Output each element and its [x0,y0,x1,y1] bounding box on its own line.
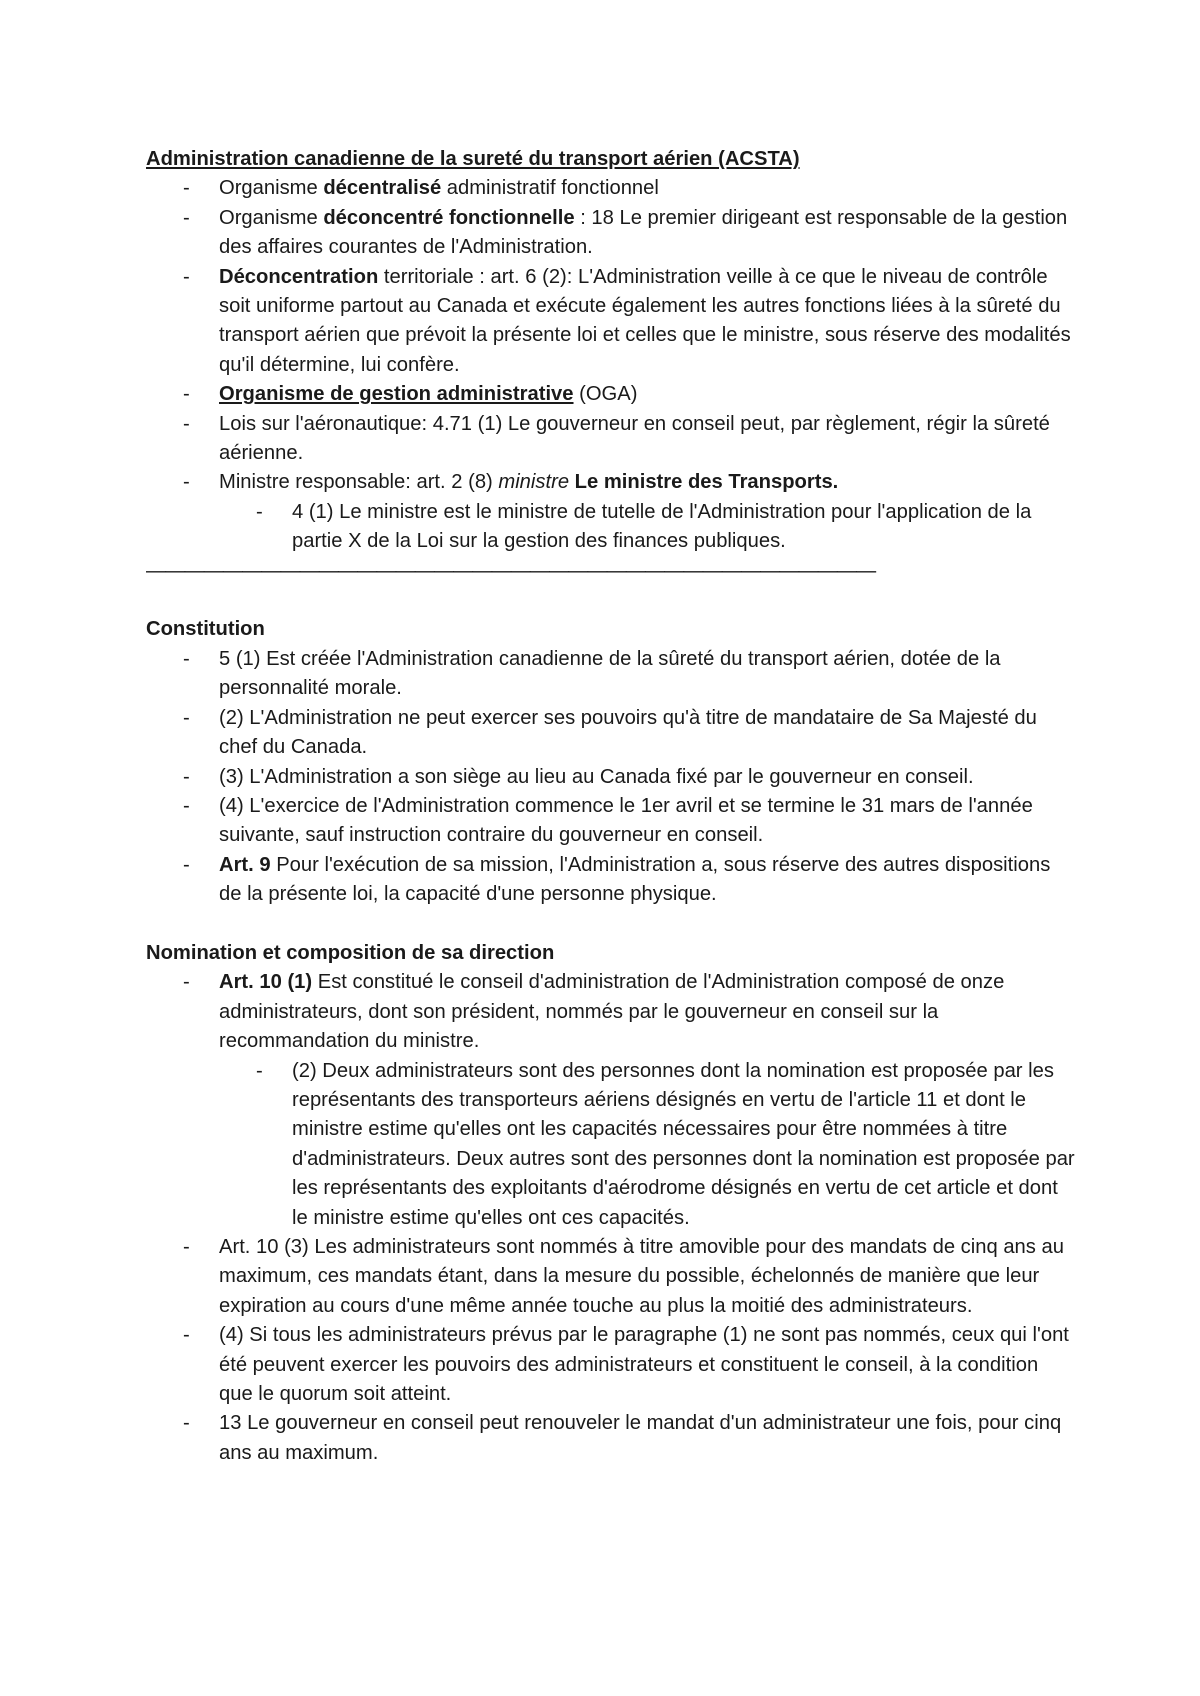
list-item: - (2) L'Administration ne peut exercer ses pouvoirs qu'à titre de mandataire de Sa Majesté du chef du Canada. [146,704,1076,763]
nested-list [219,1057,1076,1233]
section-title-acsta: Administration canadienne de la sureté du transport aérien (ACSTA) [146,148,800,170]
list-item: - 4 (1) Le ministre est le ministre de tutelle de l'Administration pour l'application de la partie X de la Loi sur la gestion des finances publiques. [219,498,1076,557]
list-item: - (3) L'Administration a son siège au lieu au Canada fixé par le gouverneur en conseil. [146,763,1076,792]
document-page [146,145,1076,1468]
list-item: - Organisme décentralisé administratif fonctionnel [146,174,1076,203]
nomination-list [146,968,1076,1468]
list-item: - 13 Le gouverneur en conseil peut renouveler le mandat d'un administrateur une fois, pour cinq ans au maximum. [146,1409,1076,1468]
list-item: - Organisme de gestion administrative (OGA) [146,380,1076,409]
list-item: - 5 (1) Est créée l'Administration canadienne de la sûreté du transport aérien, dotée de la personnalité morale. [146,645,1076,704]
list-item: - Déconcentration territoriale : art. 6 (2): L'Administration veille à ce que le niveau de contrôle soit uniforme partout au Canada et exécute également les autres fonctions liées à la sûreté du transport aérien que prévoit la présente loi et celles que le ministre, sous réserve des modalités qu'il détermine, lui confère. [146,263,1076,381]
acsta-list [146,174,1076,556]
list-item: - (4) Si tous les administrateurs prévus par le paragraphe (1) ne sont pas nommés, ceux qui l'ont été peuvent exercer les pouvoirs des administrateurs et constituent le conseil, à la condition que le quorum soit atteint. [146,1321,1076,1409]
section-title-constitution: Constitution [146,618,265,641]
list-item: - Lois sur l'aéronautique: 4.71 (1) Le gouverneur en conseil peut, par règlement, régir la sûreté aérienne. [146,410,1076,469]
list-item: - Art. 10 (3) Les administrateurs sont nommés à titre amovible pour des mandats de cinq ans au maximum, ces mandats étant, dans la mesure du possible, échelonnés de manière que leur expiration au cours d'une même année touche au plus la moitié des administrateurs. [146,1233,1076,1321]
section-title-nomination: Nomination et composition de sa direction [146,941,555,964]
list-item: - Ministre responsable: art. 2 (8) ministre Le ministre des Transports. - 4 (1) Le ministre est le ministre de tutelle de l'Administration pour l'application de la partie X de la Loi sur la gestion des finances publiques. [146,468,1076,556]
nested-list [219,498,1076,557]
constitution-list [146,645,1076,910]
list-item: - Art. 9 Pour l'exécution de sa mission, l'Administration a, sous réserve des autres dispositions de la présente loi, la capacité d'une personne physique. [146,851,1076,910]
list-item: - (4) L'exercice de l'Administration commence le 1er avril et se termine le 31 mars de l'année suivante, sauf instruction contraire du gouverneur en conseil. [146,792,1076,851]
list-item: - Organisme déconcentré fonctionnelle : 18 Le premier dirigeant est responsable de la gestion des affaires courantes de l'Administration. [146,204,1076,263]
separator-line: —————————————————————————————————————— [146,559,876,582]
list-item: - Art. 10 (1) Est constitué le conseil d'administration de l'Administration composé de onze administrateurs, dont son président, nommés par le gouverneur en conseil sur la recommandation du ministre. - (2) Deux administrateurs sont des personnes dont la nomination est proposée par les représentants des transporteurs aériens désignés en vertu de l'article 11 et dont le ministre estime qu'elles ont les capacités nécessaires pour être nommées à titre d'administrateurs. Deux autres sont des personnes dont la nomination est proposée par les représentants des exploitants d'aérodrome désignés en vertu de cet article et dont le ministre estime qu'elles ont ces capacités. [146,968,1076,1233]
list-item: - (2) Deux administrateurs sont des personnes dont la nomination est proposée par les représentants des transporteurs aériens désignés en vertu de l'article 11 et dont le ministre estime qu'elles ont les capacités nécessaires pour être nommées à titre d'administrateurs. Deux autres sont des personnes dont la nomination est proposée par les représentants des exploitants d'aérodrome désignés en vertu de cet article et dont le ministre estime qu'elles ont ces capacités. [219,1057,1076,1233]
